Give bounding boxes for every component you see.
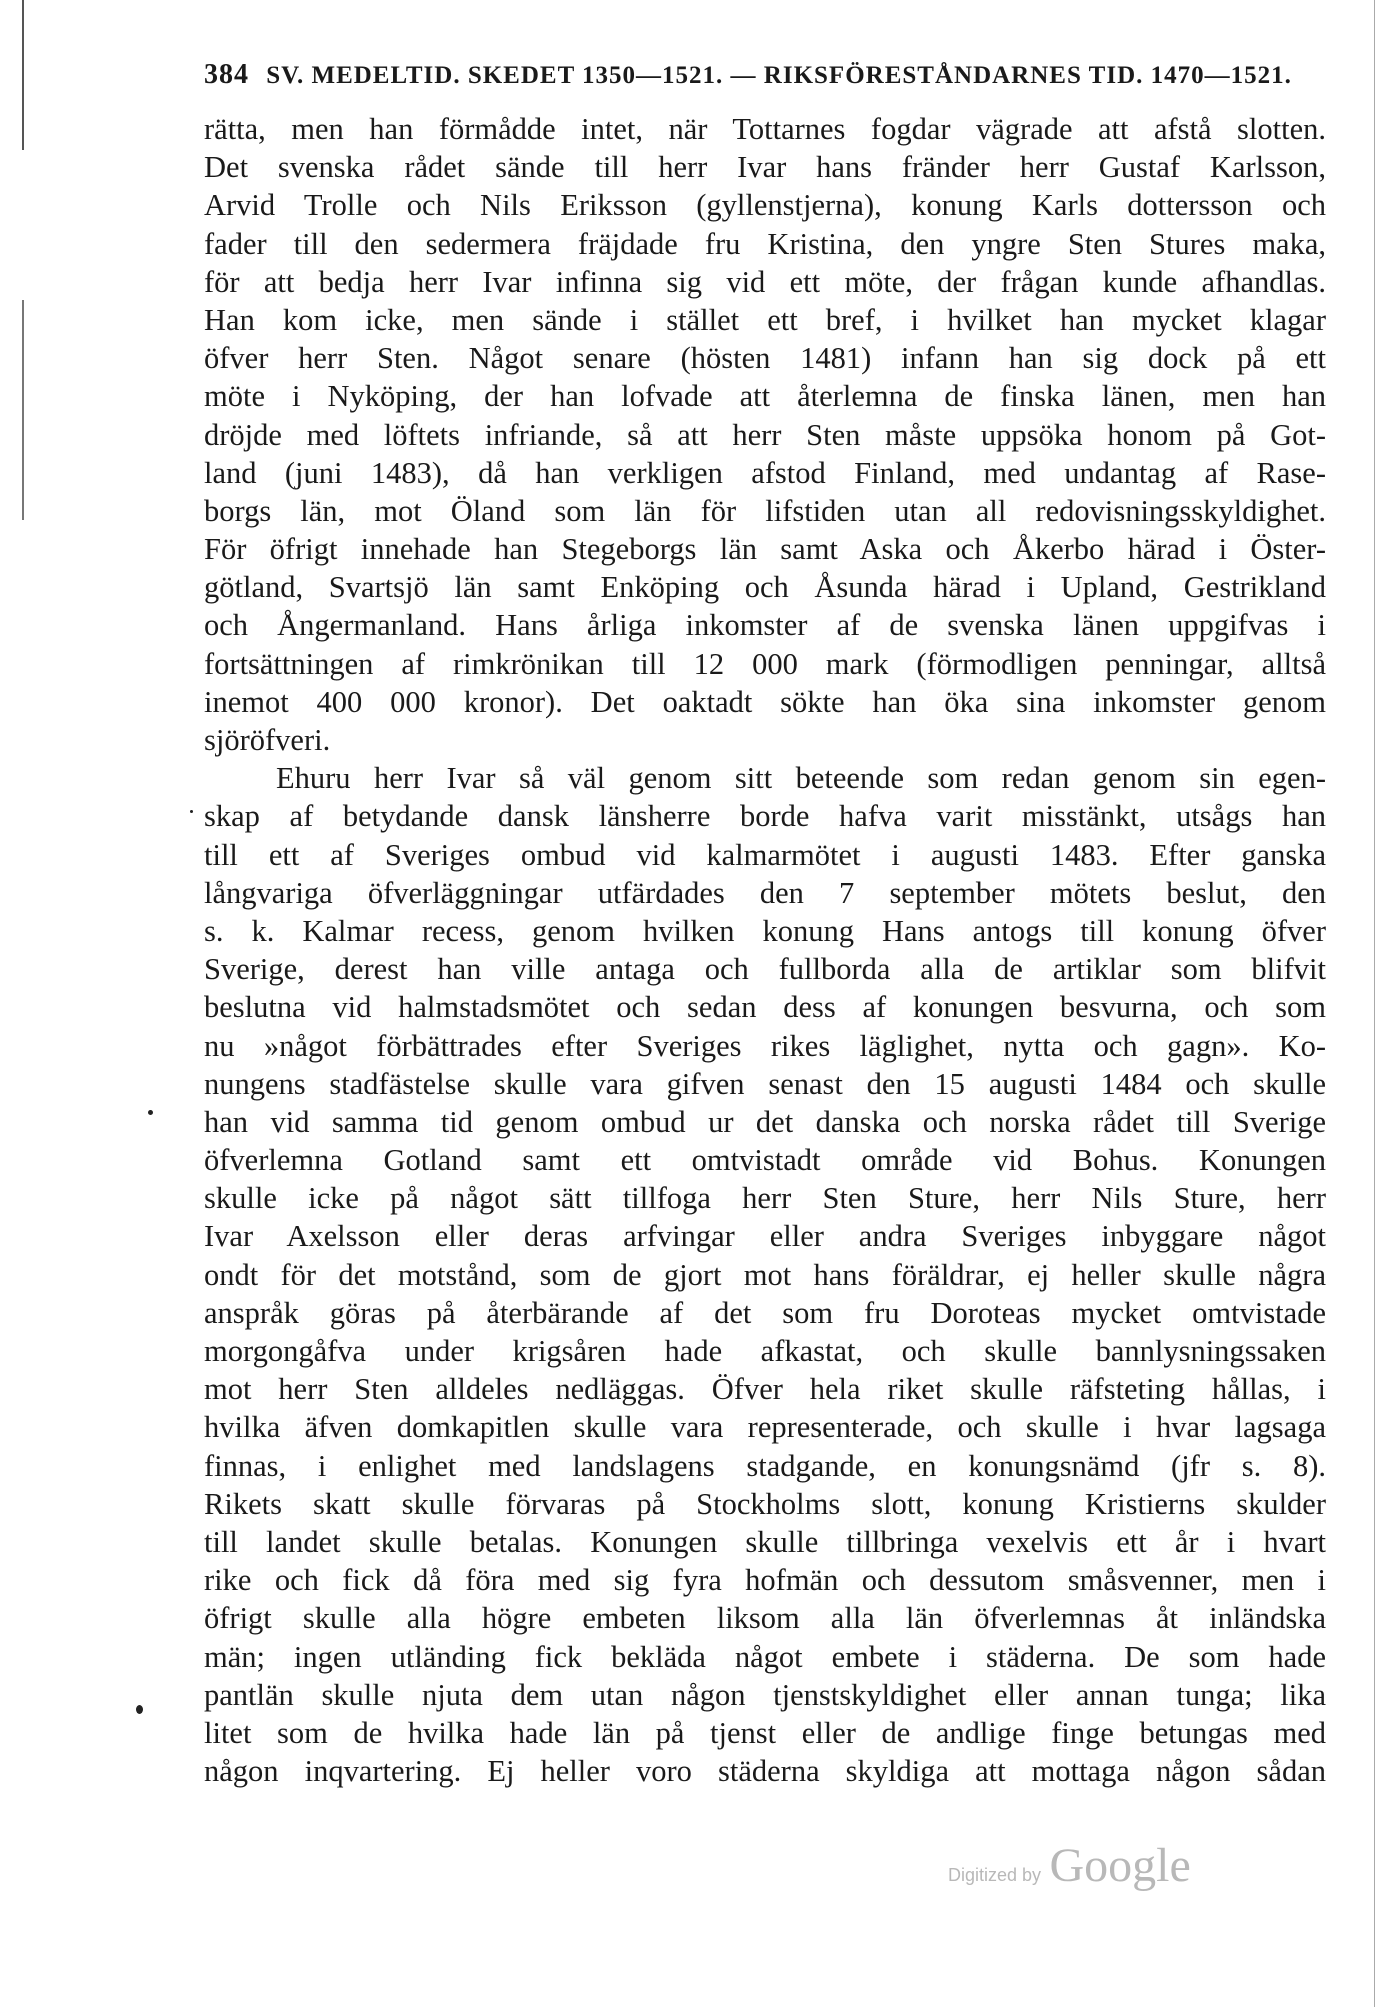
text-line: hvilka äfven domkapitlen skulle vara representerade, och skulle i hvar lagsaga [204,1410,1326,1445]
text-line: han vid samma tid genom ombud ur det danska och norska rådet till Sverige [204,1104,1326,1139]
text-line: litet som de hvilka hade län på tjenst eller de andlige finge betungas med [204,1715,1326,1750]
scan-edge-left-lower [22,300,24,520]
text-line: och Ångermanland. Hans årliga inkomster af de svenska länen uppgifvas i [204,608,1326,643]
book-page [204,58,1326,1790]
scan-edge-left [22,0,24,150]
paragraph-1 [204,110,1326,759]
text-line: män; ingen utländing fick bekläda något embete i städerna. De som hade [204,1639,1326,1674]
text-line: Arvid Trolle och Nils Eriksson (gyllenstjerna), konung Karls dottersson och [204,188,1326,223]
text-line: Rikets skatt skulle förvaras på Stockholms slott, konung Kristierns skulder [204,1486,1326,1521]
text-line: skap af betydande dansk länsherre borde hafva varit misstänkt, utsågs han [204,799,1326,834]
watermark-prefix: Digitized by [948,1865,1042,1885]
scan-speck [190,810,193,813]
text-line: nungens stadfästelse skulle vara gifven senast den 15 augusti 1484 och skulle [204,1066,1326,1101]
text-line: rike och fick då föra med sig fyra hofmän och dessutom småsvenner, men i [204,1563,1326,1598]
digitized-watermark [948,1838,1191,1893]
text-line: nu »något förbättrades efter Sveriges rikes läglighet, nytta och gagn». Ko- [204,1028,1326,1063]
text-line: någon inqvartering. Ej heller voro städerna skyldiga att mottaga någon sådan [204,1754,1326,1789]
text-line: Ivar Axelsson eller deras arfvingar eller andra Sveriges inbyggare något [204,1219,1326,1254]
scan-speck [148,1110,153,1115]
text-line: inemot 400 000 kronor). Det oaktadt sökte han öka sina inkomster genom [204,684,1326,719]
text-line: fortsättningen af rimkrönikan till 12 000 mark (förmodligen penningar, alltså [204,646,1326,681]
text-line: anspråk göras på återbärande af det som fru Doroteas mycket omtvistade [204,1295,1326,1330]
text-line: Han kom icke, men sände i stället ett bref, i hvilket han mycket klagar [204,302,1326,337]
text-line: borgs län, mot Öland som län för lifstiden utan all redovisningsskyldighet. [204,493,1326,528]
text-line: s. k. Kalmar recess, genom hvilken konung Hans antogs till konung öfver [204,913,1326,948]
text-line: pantlän skulle njuta dem utan någon tjenstskyldighet eller annan tunga; lika [204,1677,1326,1712]
text-line: finnas, i enlighet med landslagens stadgande, en konungsnämd (jfr s. 8). [204,1448,1326,1483]
text-line: beslutna vid halmstadsmötet och sedan dess af konungen besvurna, och som [204,990,1326,1025]
text-line: För öfrigt innehade han Stegeborgs län samt Aska och Åkerbo härad i Öster- [204,532,1326,567]
scan-edge-right [1374,0,1375,2007]
text-line: till landet skulle betalas. Konungen skulle tillbringa vexelvis ett år i hvart [204,1524,1326,1559]
text-line: ondt för det motstånd, som de gjort mot hans föräldrar, ej heller skulle några [204,1257,1326,1292]
text-line: morgongåfva under krigsåren hade afkastat, och skulle bannlysningssaken [204,1334,1326,1368]
text-line: Ehuru herr Ivar så väl genom sitt beteende som redan genom sin egen- [276,761,1326,796]
text-line: rätta, men han förmådde intet, när Tottarnes fogdar vägrade att afstå slotten. [204,112,1326,146]
body-text [204,110,1326,1790]
text-line: götland, Svartsjö län samt Enköping och Åsunda härad i Upland, Gestrikland [204,570,1326,605]
text-line: öfverlemna Gotland samt ett omtvistadt område vid Bohus. Konungen [204,1143,1326,1178]
google-logo: Google [1049,1839,1191,1892]
text-line: mot herr Sten alldeles nedläggas. Öfver hela riket skulle räfsteting hållas, i [204,1372,1326,1407]
text-line: öfrigt skulle alla högre embeten liksom alla län öfverlemnas åt inländska [204,1601,1326,1636]
scan-speck [136,1705,143,1714]
text-line: Det svenska rådet sände till herr Ivar hans fränder herr Gustaf Karlsson, [204,150,1326,185]
text-line: till ett af Sveriges ombud vid kalmarmötet i augusti 1483. Efter ganska [204,837,1326,872]
text-line: sjöröfveri. [204,723,331,757]
text-line: skulle icke på något sätt tillfoga herr Sten Sture, herr Nils Sture, herr [204,1181,1326,1216]
text-line: långvariga öfverläggningar utfärdades den 7 september mötets beslut, den [204,875,1326,910]
text-line: land (juni 1483), då han verkligen afstod Finland, med undantag af Rase- [204,455,1326,490]
text-line: för att bedja herr Ivar infinna sig vid ett möte, der frågan kunde afhandlas. [204,264,1326,299]
page-number: 384 [204,59,249,90]
text-line: dröjde med löftets infriande, så att herr Sten måste uppsöka honom på Got- [204,417,1326,452]
running-header [204,58,1326,92]
text-line: öfver herr Sten. Något senare (hösten 1481) infann han sig dock på ett [204,341,1326,376]
paragraph-2 [204,759,1326,1790]
text-line: Sverige, derest han ville antaga och fullborda alla de artiklar som blifvit [204,952,1326,987]
text-line: fader till den sedermera fräjdade fru Kristina, den yngre Sten Stures maka, [204,226,1326,261]
text-line: möte i Nyköping, der han lofvade att återlemna de finska länen, men han [204,379,1326,414]
running-title: SV. MEDELTID. SKEDET 1350—1521. — RIKSFÖRESTÅNDARNES TID. 1470—1521. [266,62,1292,89]
